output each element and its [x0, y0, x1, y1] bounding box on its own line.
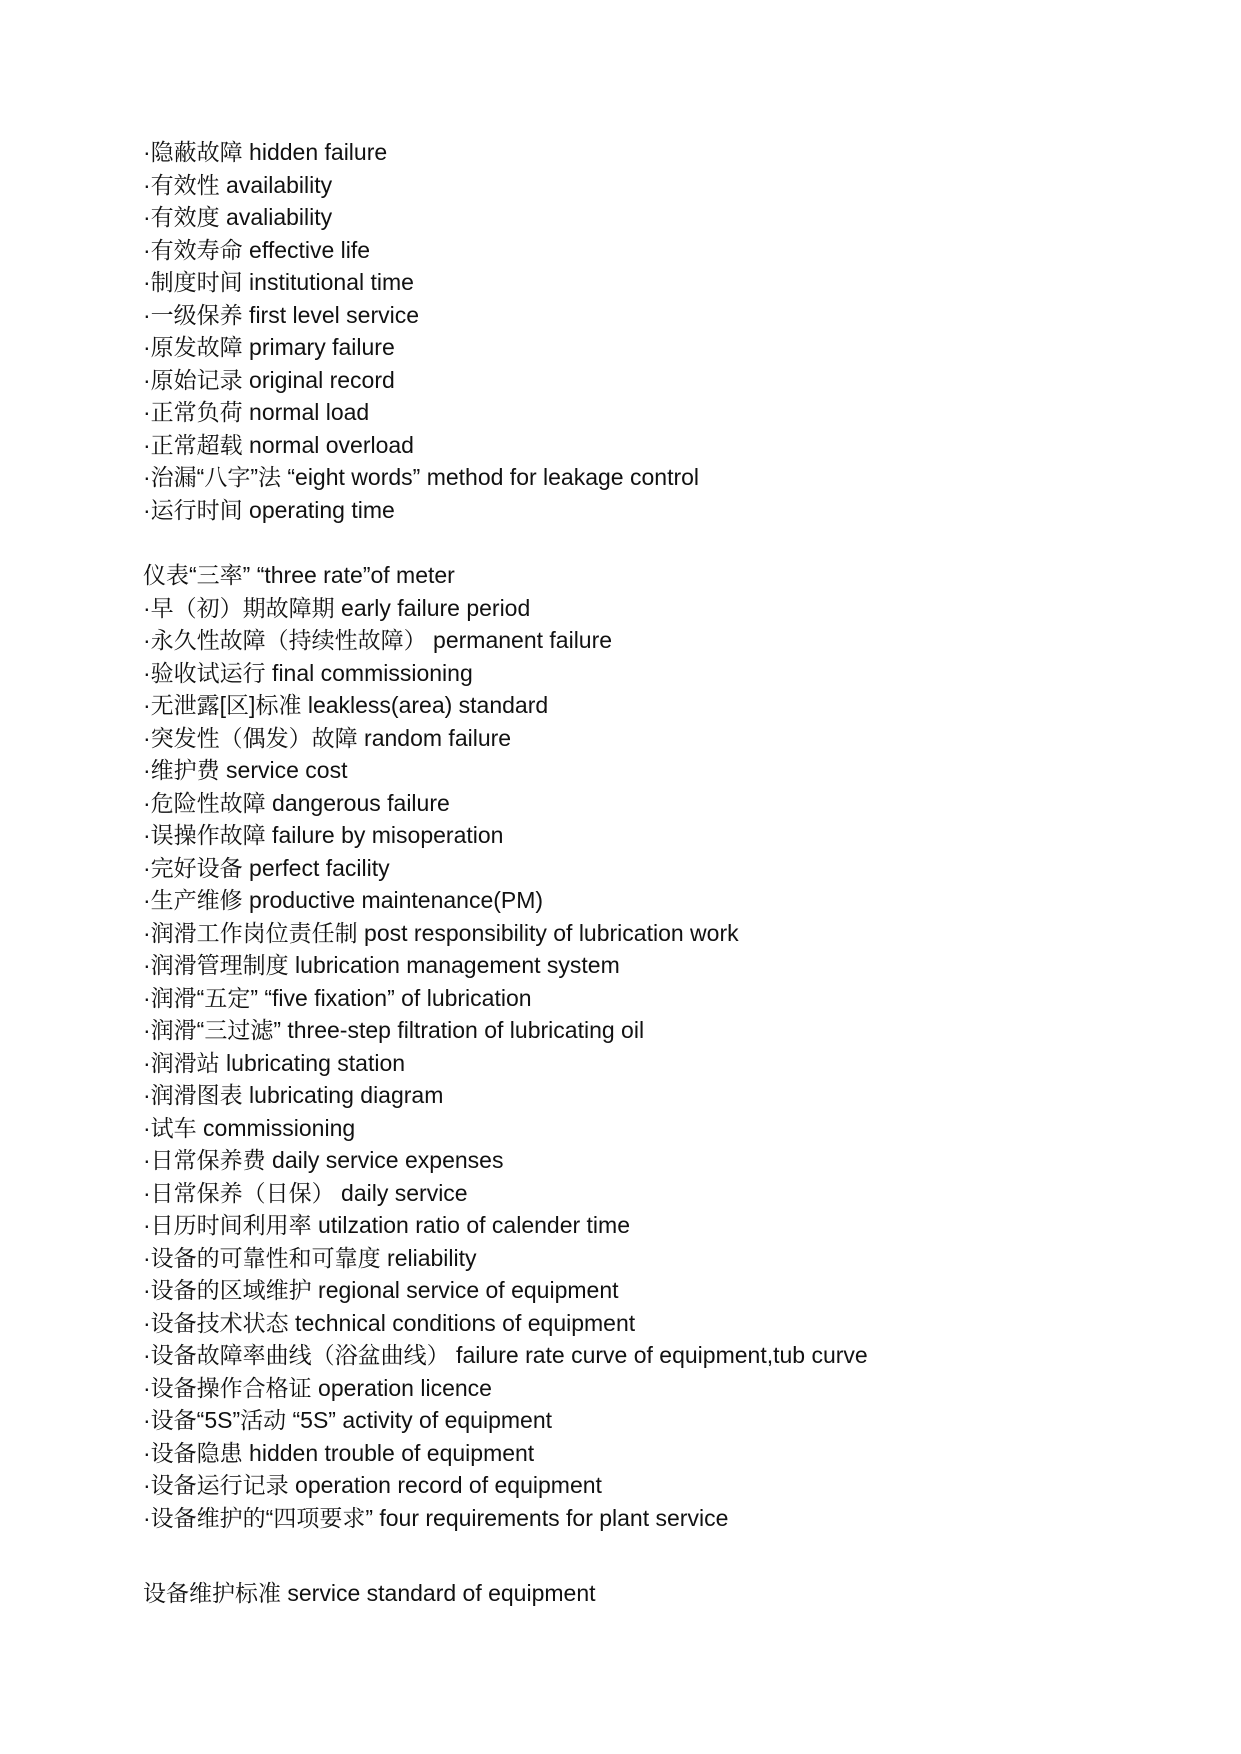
- glossary-entry: ·有效寿命 effective life: [143, 236, 371, 263]
- glossary-entry: ·误操作故障 failure by misoperation: [143, 822, 504, 848]
- glossary-entry: ·永久性故障（持续性故障） permanent failure: [143, 627, 613, 653]
- glossary-entry: ·设备隐患 hidden trouble of equipment: [143, 1439, 535, 1466]
- glossary-entry: ·润滑站 lubricating station: [143, 1049, 406, 1076]
- glossary-entry: ·日常保养（日保） daily service: [143, 1179, 468, 1206]
- glossary-entry: ·试车 commissioning: [143, 1114, 356, 1141]
- glossary-entry: ·验收试运行 final commissioning: [143, 659, 473, 686]
- glossary-section-1: [143, 136, 1183, 526]
- glossary-entry: ·早（初）期故障期 early failure period: [143, 594, 531, 621]
- glossary-entry: ·润滑管理制度 lubrication management system: [143, 952, 620, 978]
- glossary-entry: ·正常超载 normal overload: [143, 431, 414, 458]
- glossary-entry: ·一级保养 first level service: [143, 301, 420, 328]
- glossary-entry: ·正常负荷 normal load: [143, 399, 370, 425]
- glossary-entry: ·日历时间利用率 utilzation ratio of calender time: [143, 1212, 630, 1238]
- glossary-entry: ·危险性故障 dangerous failure: [143, 789, 450, 816]
- glossary-entry: ·生产维修 productive maintenance(PM): [143, 887, 544, 913]
- glossary-entry: ·运行时间 operating time: [143, 496, 395, 523]
- glossary-entry: ·设备维护的“四项要求” four requirements for plant service: [143, 1504, 729, 1531]
- glossary-section-2: [143, 559, 1183, 1534]
- glossary-entry: 仪表“三率” “three rate”of meter: [143, 562, 455, 588]
- glossary-entry: ·设备的可靠性和可靠度 reliability: [143, 1244, 477, 1271]
- glossary-entry: ·完好设备 perfect facility: [143, 854, 390, 881]
- glossary-entry: ·突发性（偶发）故障 random failure: [143, 724, 512, 751]
- glossary-entry: ·润滑图表 lubricating diagram: [143, 1082, 444, 1108]
- glossary-entry: ·有效性 availability: [143, 171, 333, 198]
- glossary-entry: ·润滑“五定” “five fixation” of lubrication: [143, 984, 532, 1011]
- glossary-entry: ·设备的区域维护 regional service of equipment: [143, 1277, 619, 1303]
- glossary-entry: ·润滑工作岗位责任制 post responsibility of lubrication work: [143, 919, 739, 946]
- glossary-entry: ·润滑“三过滤” three-step filtration of lubricating oil: [143, 1017, 645, 1043]
- glossary-section-3: [143, 1577, 1183, 1610]
- glossary-entry: ·无泄露[区]标准 leakless(area) standard: [143, 692, 549, 718]
- glossary-entry: ·原发故障 primary failure: [143, 334, 395, 360]
- glossary-entry: ·维护费 service cost: [143, 757, 348, 783]
- glossary-entry: ·有效度 avaliability: [143, 204, 333, 230]
- glossary-entry: ·治漏“八字”法 “eight words” method for leakage control: [143, 464, 700, 490]
- glossary-entry: ·设备故障率曲线（浴盆曲线） failure rate curve of equipment,tub curve: [143, 1342, 868, 1368]
- glossary-entry: ·设备技术状态 technical conditions of equipment: [143, 1309, 636, 1336]
- glossary-entry: ·设备运行记录 operation record of equipment: [143, 1472, 602, 1498]
- glossary-entry: ·制度时间 institutional time: [143, 269, 414, 295]
- glossary-entry: ·设备“5S”活动 “5S” activity of equipment: [143, 1407, 553, 1433]
- glossary-entry: ·原始记录 original record: [143, 366, 395, 393]
- glossary-entry: ·日常保养费 daily service expenses: [143, 1147, 504, 1173]
- glossary-entry: ·隐蔽故障 hidden failure: [143, 139, 388, 165]
- glossary-entry: ·设备操作合格证 operation licence: [143, 1374, 492, 1401]
- glossary-entry: 设备维护标准 service standard of equipment: [143, 1580, 596, 1606]
